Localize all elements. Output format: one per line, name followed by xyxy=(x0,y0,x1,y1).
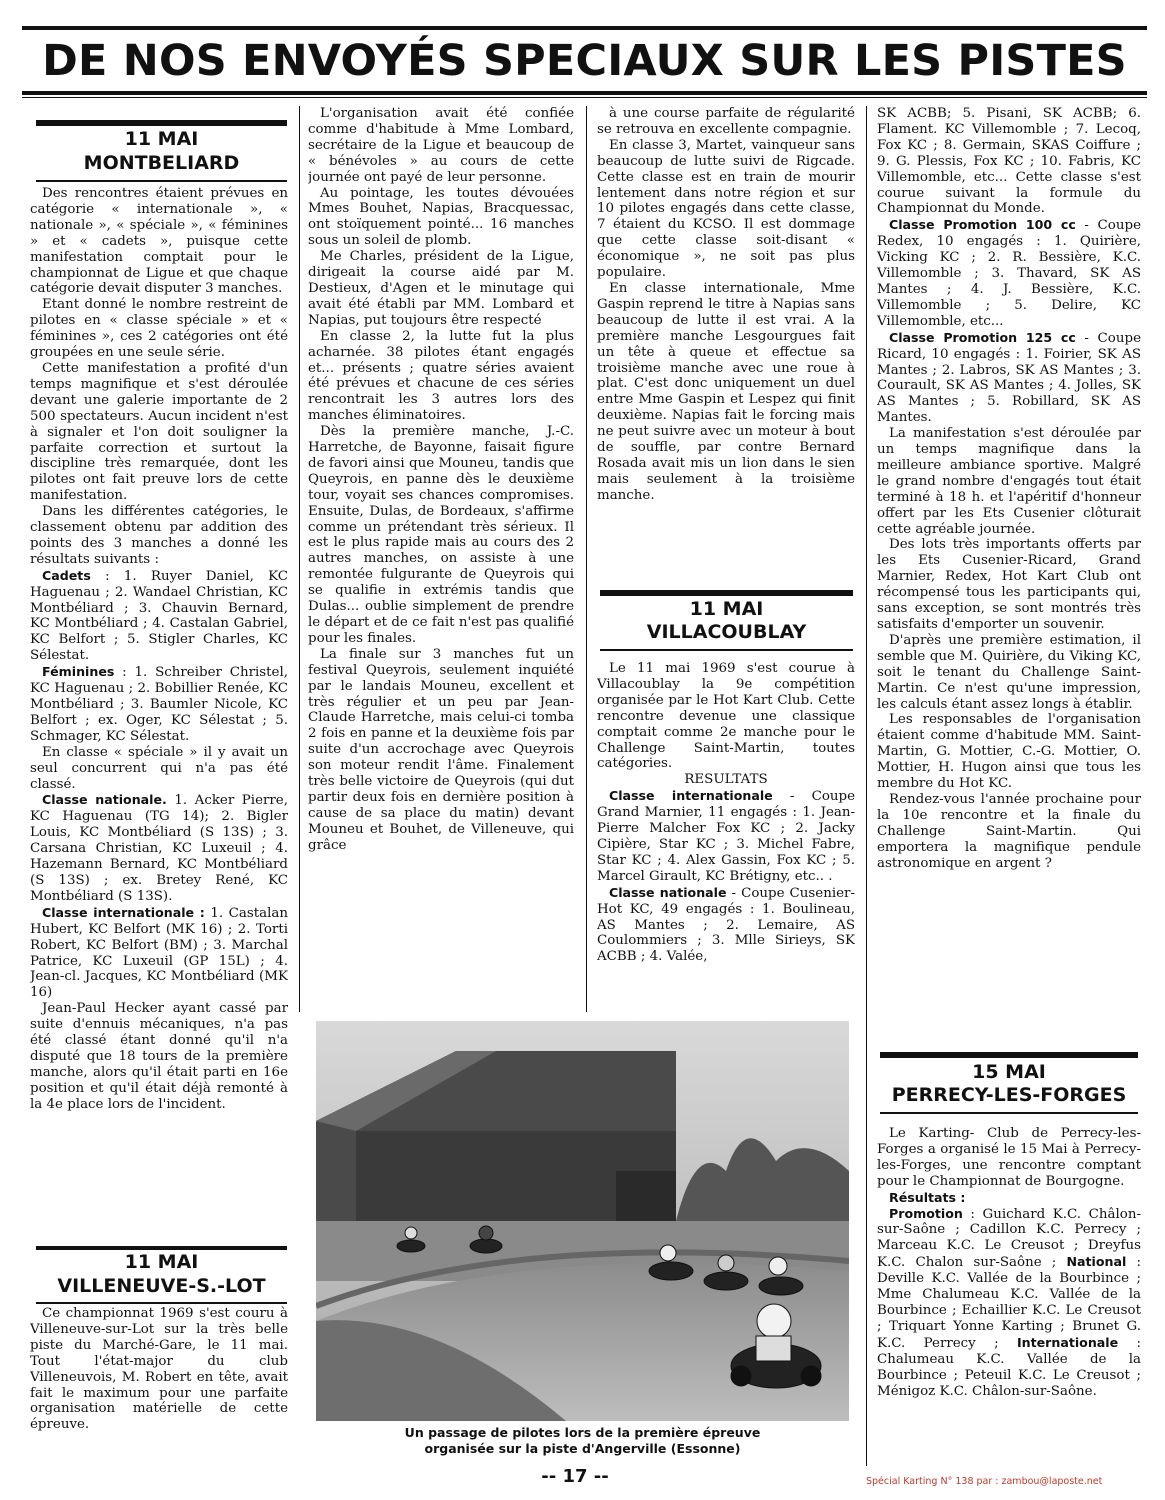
paragraph: Cette manifestation a profité d'un temps magnifique et s'est déroulée devant une galerie importante de 2 500 spectateurs. Aucun incident n'est à signaler et l'on doit souligner la parfaite correction et surtout la discipline très remarquée, dont les pilotes ont fait preuve lors de cette manifestation. xyxy=(30,360,288,504)
paragraph: Ce championnat 1969 s'est couru à Villeneuve-sur-Lot sur la très belle piste du Marché-Gare, le 11 mai. Tout l'état-major du club Villeneuvois, M. Robert en tête, avait fait le maximum pour une parfaite organisation matérielle de cette épreuve. xyxy=(30,1306,288,1433)
result-heading: Classe Promotion 100 cc xyxy=(889,217,1076,233)
paragraph: D'après une première estimation, il semble que M. Quirière, du Viking KC, soit le tenant du Challenge Saint-Martin. Ce n'est qu'une impression, les calculs étant assez longs à établir. xyxy=(877,632,1141,712)
section-rule xyxy=(880,1052,1138,1058)
paragraph: En classe « spéciale » il y avait un seul concurrent qui n'a pas été classé. xyxy=(30,744,288,792)
result-text: 1. Acker Pierre, KC Haguenau (TG 14); 2. Bigler Louis, KC Montbéliard (S 13S) ; 3. Carsana Christian, KC Luxeuil ; 4. Hazemann Bernard, KC Montbéliard (S 13S) ; ex. Bretey René, KC Montbéliard (S 13S). xyxy=(30,793,288,904)
column-divider xyxy=(299,106,300,1012)
result-text: : 1. Ruyer Daniel, KC Haguenau ; 2. Wandael Christian, KC Montbéliard ; 3. Chauvin Bernard, KC Montbéliard ; 4. Castalan Gabriel, KC Belfort ; 5. Stigler Charles, KC Sélestat. xyxy=(30,568,288,664)
section-place: VILLENEUVE-S.-LOT xyxy=(57,1275,266,1297)
karting-photo-image xyxy=(316,1021,849,1421)
paragraph: Des rencontres étaient prévues en catégorie « internationale », « nationale », « spéciale », « féminines » et « cadets », puisque cette manifestation comptait pour le championnat de Ligue et que chaque catégorie devait disputer 3 manches. xyxy=(30,186,288,297)
article-villeneuve xyxy=(30,1306,288,1456)
results-label: Résultats : xyxy=(889,1189,966,1205)
result-heading: Classe internationale : xyxy=(42,904,205,920)
paragraph: Les responsables de l'organisation étaient comme d'habitude MM. Saint-Martin, G. Mottier, C.-G. Mottier, O. Mottier, H. Hugon ainsi que tous les membre du Hot KC. xyxy=(877,712,1141,792)
result-nationale xyxy=(30,792,288,904)
result-heading: Promotion xyxy=(889,1205,963,1221)
section-date: 15 MAI xyxy=(972,1061,1046,1083)
top-rule xyxy=(22,26,1147,30)
caption-line: Un passage de pilotes lors de la première épreuve xyxy=(404,1425,761,1440)
result-text: - Coupe Redex, 10 engagés : 1. Quirière, Vicking KC ; 2. R. Bessière, K.C. Villemomble ; 3. Thavard, SK AS Mantes ; 4. J. Bessière, K.C. Villemomble ; 5. Delire, KC Villemomble, etc... xyxy=(877,218,1141,329)
headline-rule xyxy=(22,91,1147,95)
result-cadets xyxy=(30,568,288,664)
paragraph: Le 11 mai 1969 s'est courue à Villacoublay la 9e compétition organisée par le Hot Kart Club. Cette rencontre devenue une classique comptait comme 2e manche pour le Challenge Saint-Martin, toutes catégories. xyxy=(597,661,855,772)
section-place: VILLACOUBLAY xyxy=(646,621,807,643)
result-text: : Guichard K.C. Châlon-sur-Saône ; Cadillon K.C. Perrecy ; Marceau K.C. Le Creusot ; Dreyfus K.C. Chalon sur-Saône ; xyxy=(877,1206,1141,1271)
section-rule xyxy=(600,649,853,651)
result-text: : Deville K.C. Vallée de la Bourbince ; Mme Chalumeau K.C. Vallée de la Bourbince ; Echaillier K.C. Le Creusot ; Triquart Yonne Karting ; Brunet G. K.C. Perrecy ; xyxy=(877,1255,1141,1351)
paragraph: Dans les différentes catégories, le classement obtenu par addition des points des 3 manches a donné les résultats suivants : xyxy=(30,504,288,567)
article-villeneuve-continued xyxy=(308,106,574,1012)
headline-rule-thin xyxy=(22,97,1147,98)
section-rule xyxy=(880,1112,1138,1114)
column-divider xyxy=(866,106,867,1466)
result-feminines xyxy=(30,664,288,745)
paragraph: La finale sur 3 manches fut un festival Queyrois, seulement inquiété par le landais Mouneu, excellent et très régulier et un peu par Jean-Claude Harretche, mais celui-ci tomba 2 fois en panne et la deuxième fois par suite d'un accrochage avec Queyrois son moteur rendit l'âme. Finalement très belle victoire de Queyrois (qui dut partir deux fois en dernière position à cause de sa place du matin) devant Mouneu et Bouhet, de Villeneuve, qui grâce xyxy=(308,646,574,853)
article-perrecy xyxy=(877,1126,1141,1456)
result-text: 1. Castalan Hubert, KC Belfort (MK 16) ; 2. Torti Robert, KC Belfort (BM) ; 3. Marchal Patrice, KC Luxeuil (GP 15L) ; 4. Jean-cl. Jacques, KC Montbéliard (MK 16) xyxy=(30,905,288,1001)
result-promotion-100 xyxy=(877,217,1141,329)
page-number: -- 17 -- xyxy=(541,1466,609,1487)
section-place: PERRECY-LES-FORGES xyxy=(891,1084,1127,1106)
result-text: : 1. Schreiber Christel, KC Haguenau ; 2. Bobillier Renée, KC Montbéliard ; 3. Baumler Nicole, KC Belfort ; ex. Oger, KC Sélestat ; 5. Schmager, KC Sélestat. xyxy=(30,665,288,744)
paragraph: Dès la première manche, J.-C. Harretche, de Bayonne, faisait figure de favori ainsi que Mouneu, tandis que Queyrois, en panne dès le deuxième tour, voyait ses chances compromises. Ensuite, Dulas, de Bordeaux, s'affirme comme un prétendant très sérieux. Il est le plus rapide mais au cours des 2 autres manches, on assiste à une remontée fulgurante de Queyrois qui se qualifie in extrémis tandis que Dulas... oublie simplement de prendre le départ et de ce fait n'est pas qualifié pour les finales. xyxy=(308,424,574,646)
page-headline: DE NOS ENVOYÉS SPECIAUX SUR LES PISTES xyxy=(42,36,1127,86)
result-text: : Chalumeau K.C. Vallée de la Bourbince ; Peteuil K.C. Le Creusot ; Ménigoz K.C. Châlon-sur-Saône. xyxy=(877,1335,1141,1399)
section-rule xyxy=(36,1302,287,1304)
result-heading: Classe nationale. xyxy=(42,792,167,808)
article-villeneuve-end xyxy=(597,106,855,582)
results-perrecy xyxy=(877,1206,1141,1400)
article-villacoublay-continued xyxy=(877,106,1141,1042)
section-date: 11 MAI xyxy=(124,128,199,150)
paragraph: SK ACBB; 5. Pisani, SK ACBB; 6. Flament. KC Villemomble ; 7. Lecoq, Fox KC ; 8. Germain, SKAS Coiffure ; 9. G. Plessis, Fox KC ; 10. Fabris, KC Villemomble, etc... Cette classe s'est courue suivant la formule du Championnat du Monde. xyxy=(877,106,1141,217)
section-date: 11 MAI xyxy=(689,598,764,620)
result-heading: National xyxy=(1066,1254,1127,1270)
photo-caption xyxy=(316,1425,849,1457)
caption-line: organisée sur la piste d'Angerville (Essonne) xyxy=(424,1441,741,1456)
article-montbeliard xyxy=(30,186,288,1248)
paragraph: à une course parfaite de régularité se retrouva en excellente compagnie. xyxy=(597,106,855,137)
paragraph: Jean-Paul Hecker ayant cassé par suite d'ennuis mécaniques, n'a pas été classé étant donné qu'il n'a disputé que 18 tours de la première manche, alors qu'il était parti en 16e position et qu'il était déjà remonté à la 4e place lors de l'incident. xyxy=(30,1001,288,1112)
result-text: - Coupe Ricard, 10 engagés : 1. Foirier, SK AS Mantes ; 2. Labros, SK AS Mantes ; 3. Courault, SK AS Mantes ; 4. Jolles, SK AS Mantes ; 5. Robillard, SK AS Mantes. xyxy=(877,330,1141,426)
paragraph: En classe 3, Martet, vainqueur sans beaucoup de lutte suivi de Rigcade. Cette classe est en train de mourir lentement dans notre région et sur 10 pilotes engagés dans cette classe, 7 étaient du KCSO. Il est dommage que cette classe soit-disant « économique », ne soit pas plus populaire. xyxy=(597,137,855,281)
section-place: MONTBELIARD xyxy=(83,152,240,174)
paragraph: En classe internationale, Mme Gaspin reprend le titre à Napias sans beaucoup de lutte il est vrai. A la première manche Lesgourgues fait un tête à queue et effectue sa troisième manche avec une roue à plat. C'est donc uniquement un duel entre Mme Gaspin et Lespez qui finit deuxième. Napias fait le forcing mais ne peut suivre avec un moteur à bout de souffle, par contre Bernard Rosada avait mis un lion dans le sien mais seulement à la troisième manche. xyxy=(597,280,855,503)
footer-credit: Spécial Karting N° 138 par : zambou@laposte.net xyxy=(866,1476,1103,1487)
paragraph: Me Charles, président de la Ligue, dirigeait la course aidé par M. Destieux, d'Agen et le minutage qui avait été établi par MM. Lombard et Napias, put toujours être respecté xyxy=(308,249,574,328)
paragraph: La manifestation s'est déroulée par un temps magnifique dans la meilleure ambiance sportive. Malgré le grand nombre d'engagés tout était terminé à 18 h. et l'apéritif d'honneur offert par les Ets Cusenier clôturait cette agréable journée. xyxy=(877,426,1141,537)
result-heading: Féminines xyxy=(42,664,115,680)
section-date: 11 MAI xyxy=(124,1251,199,1273)
karting-photo xyxy=(316,1021,849,1421)
result-heading: Classe Promotion 125 cc xyxy=(889,329,1076,345)
paragraph: Des lots très importants offerts par les Ets Cusenier-Ricard, Grand Marnier, Redex, Hot Kart Club ont récompensé tous les participants qui, sans exception, se sont montrés très satisfaits d'emporter un souvenir. xyxy=(877,537,1141,632)
result-heading: Internationale xyxy=(1016,1334,1119,1350)
section-rule xyxy=(36,180,287,182)
result-internationale xyxy=(597,788,855,884)
result-heading: Cadets xyxy=(42,567,91,583)
paragraph: Rendez-vous l'année prochaine pour la 10e rencontre et la finale du Challenge Saint-Martin. Qui emportera la magnifique pendule astronomique en argent ? xyxy=(877,791,1141,871)
result-promotion-125 xyxy=(877,330,1141,426)
article-villacoublay xyxy=(597,661,855,1017)
result-text: - Coupe Cusenier-Hot KC, 49 engagés : 1. Boulineau, AS Mantes ; 2. Lemaire, AS Coulommiers ; 3. Mlle Sirieys, SK ACBB ; 4. Valée, xyxy=(597,885,855,965)
paragraph: En classe 2, la lutte fut la plus acharnée. 38 pilotes étant engagés et... présents ; quatre séries avaient été prévues et chacune de ces séries rencontrait les 3 autres lors des manches éliminatoires. xyxy=(308,328,574,424)
result-heading: Classe internationale xyxy=(609,788,773,804)
result-internationale xyxy=(30,905,288,1001)
paragraph: Au pointage, les toutes dévouées Mmes Bouhet, Napias, Bracquessac, ont stoïquement pointé... 16 manches sous un soleil de plomb. xyxy=(308,185,574,249)
result-text: - Coupe Grand Marnier, 11 engagés : 1. Jean-Pierre Malcher Fox KC ; 2. Jacky Cipière, Star KC ; 3. Michel Fabre, Star KC ; 4. Alex Gassin, Fox KC ; 5. Marcel Girault, KC Brétigny, etc.. . xyxy=(597,789,855,884)
results-title: RESULTATS xyxy=(684,772,768,788)
result-heading: Classe nationale xyxy=(609,884,727,900)
paragraph: Etant donné le nombre restreint de pilotes en « classe spéciale » et « féminines », ces 2 catégories ont été groupées en une seule série. xyxy=(30,297,288,361)
column-divider xyxy=(586,106,587,1012)
paragraph: Le Karting- Club de Perrecy-les-Forges a organisé le 15 Mai à Perrecy-les-Forges, une rencontre comptant pour le Championnat de Bourgogne. xyxy=(877,1126,1141,1189)
paragraph: L'organisation avait été confiée comme d'habitude à Mme Lombard, secrétaire de la Ligue et beaucoup de « bénévoles » au cours de cette journée ont payé de leur personne. xyxy=(308,106,574,185)
result-nationale xyxy=(597,885,855,966)
